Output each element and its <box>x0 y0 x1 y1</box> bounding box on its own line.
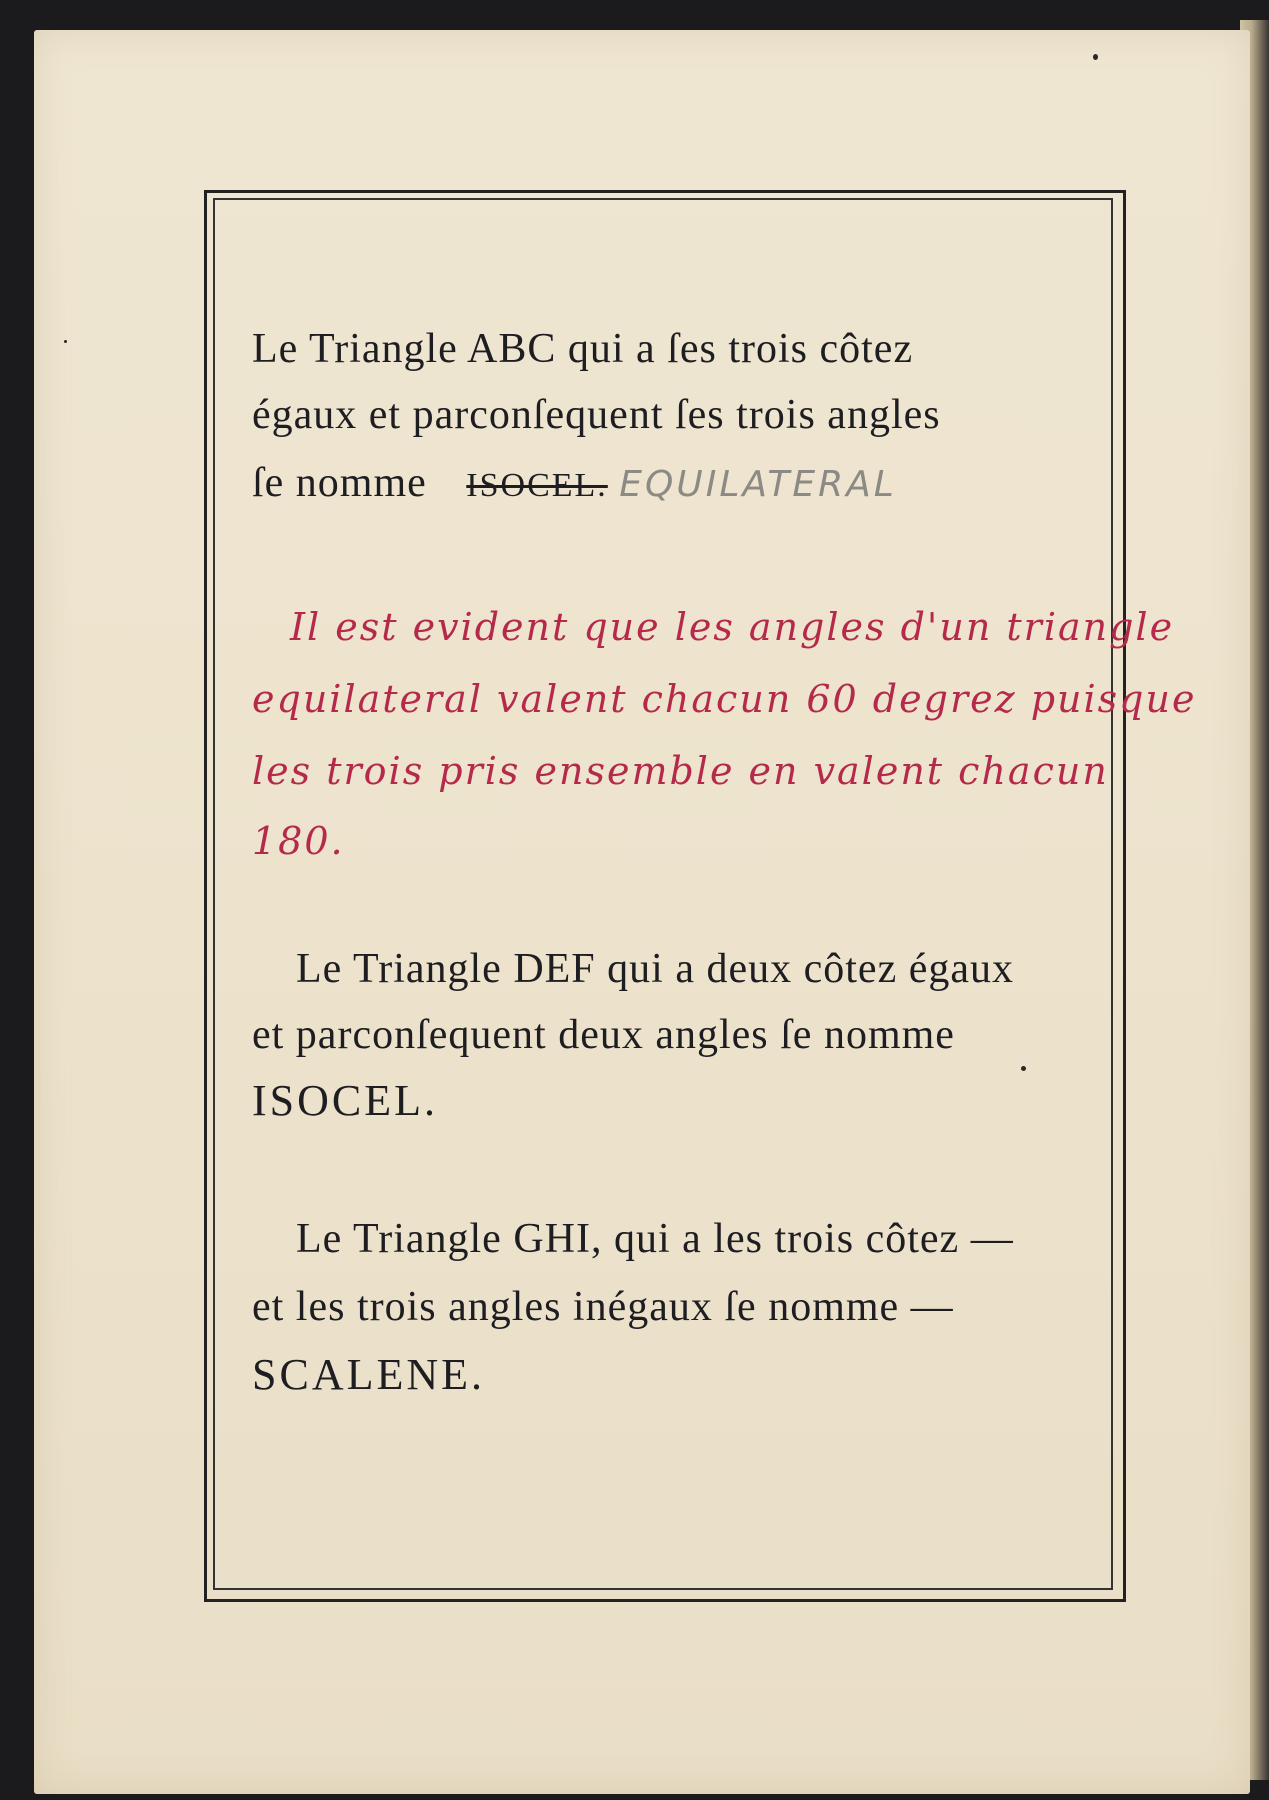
paper-speck <box>1093 54 1098 60</box>
paragraph1-line1: Le Triangle ABC qui a ſes trois côtez <box>252 326 914 372</box>
paragraph3-line1: Le Triangle DEF qui a deux côtez égaux <box>296 946 1014 992</box>
paragraph2-line2: equilateral valent chacun 60 degrez puisque <box>252 677 1197 721</box>
paper-speck <box>1021 1066 1026 1071</box>
struck-isocel: ISOCEL. <box>466 467 608 504</box>
paragraph1-line2: égaux et parconſequent ſes trois angles <box>252 392 941 438</box>
paragraph4-line2: et les trois angles inégaux ſe nomme — <box>252 1284 954 1330</box>
paragraph3-isocel: ISOCEL. <box>252 1076 438 1125</box>
paper-speck <box>64 340 67 343</box>
paragraph1-nomme-text: ſe nomme <box>252 460 427 506</box>
pencil-correction-equilateral: EQUILATERAL <box>619 464 897 505</box>
paragraph1-line3 <box>252 452 897 517</box>
paragraph3-line2: et parconſequent deux angles ſe nomme <box>252 1012 955 1058</box>
paragraph4-line1: Le Triangle GHI, qui a les trois côtez — <box>296 1216 1014 1262</box>
paragraph2-line4: 180. <box>252 819 345 863</box>
paragraph4-scalene: SCALENE. <box>252 1350 485 1399</box>
paragraph2-line1: Il est evident que les angles d'un triangle <box>290 605 1175 649</box>
paragraph2-line3: les trois pris ensemble en valent chacun <box>252 749 1109 793</box>
